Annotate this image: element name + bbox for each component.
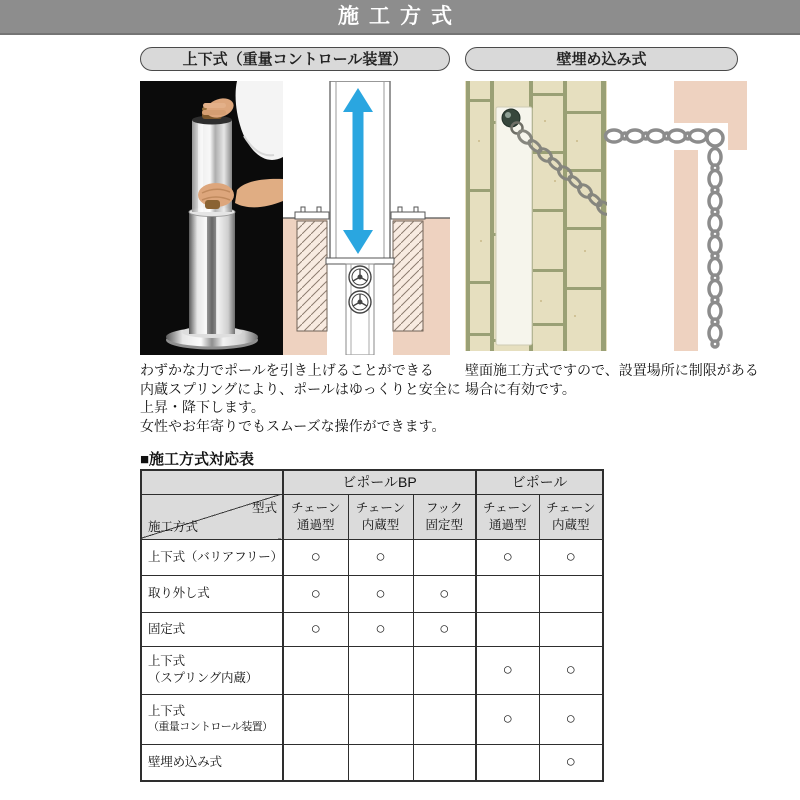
compat-mark: ○	[348, 612, 413, 646]
compat-mark: ○	[283, 612, 348, 646]
row-label	[141, 539, 283, 575]
table-row	[141, 575, 603, 612]
column-header-line: 内蔵型	[552, 517, 590, 532]
compat-mark: ○	[539, 694, 603, 744]
pole-lift-photo	[140, 81, 283, 355]
wall-embed-graphic	[465, 81, 750, 351]
wall-fill-column	[674, 150, 698, 351]
concrete-foundation-right	[393, 221, 423, 331]
compat-mark: ○	[283, 575, 348, 612]
column-header-line: チェーン	[355, 500, 406, 515]
row-label-line: 上下式（バリアフリー）	[148, 549, 283, 564]
compat-mark	[413, 646, 476, 694]
compat-mark: ○	[348, 539, 413, 575]
page-title-banner	[0, 0, 800, 35]
section-header-updown	[140, 47, 450, 71]
column-header	[539, 494, 603, 539]
caption-line: 場合に有効です。	[465, 380, 576, 397]
table-column-header-row	[141, 494, 603, 539]
table-row	[141, 744, 603, 781]
section-header-updown-label: 上下式（重量コントロール装置）	[182, 51, 408, 68]
wall-embed-diagram	[606, 81, 751, 351]
group-header-bipole: ビポール	[476, 470, 603, 494]
compat-mark: ○	[283, 539, 348, 575]
compat-mark	[348, 694, 413, 744]
section-header-wall-label: 壁埋め込み式	[556, 51, 647, 68]
row-label	[141, 646, 283, 694]
figure-updown	[140, 81, 450, 355]
column-header-line: 通過型	[296, 517, 335, 532]
compat-mark	[476, 612, 539, 646]
updown-figure-graphic	[140, 81, 450, 355]
section-header-wall	[465, 47, 738, 71]
table-row	[141, 612, 603, 646]
table-row	[141, 646, 603, 694]
table-title: ■施工方式対応表	[140, 451, 255, 468]
caption-line: 内蔵スプリングにより、ポールはゆっくりと安全に	[140, 380, 461, 397]
compat-mark	[413, 744, 476, 781]
column-header-line: チェーン	[483, 500, 533, 515]
column-header-line: 通過型	[488, 517, 527, 532]
row-label-line: 取り外し式	[148, 586, 210, 601]
group-header-bipole-bp: ビポールBP	[283, 470, 476, 494]
row-label-line: 固定式	[148, 621, 185, 636]
figure-wall-embed	[465, 81, 750, 351]
column-header-line: チェーン	[291, 500, 341, 515]
column-header	[413, 494, 476, 539]
concrete-foundation-left	[297, 221, 327, 331]
caption-updown	[140, 361, 470, 435]
compat-mark: ○	[539, 646, 603, 694]
caption-line: 壁面施工方式ですので、設置場所に制限がある	[465, 362, 759, 378]
diagonal-header-cell	[141, 494, 283, 539]
updown-section-diagram	[283, 81, 450, 355]
page-title: 施工方式	[338, 5, 462, 28]
row-label	[141, 612, 283, 646]
column-header	[283, 494, 348, 539]
caption-line: わずかな力でポールを引き上げることができる	[140, 362, 434, 378]
row-label-line: 上下式	[148, 704, 185, 719]
compat-mark	[413, 539, 476, 575]
compat-mark: ○	[413, 612, 476, 646]
column-header-line: チェーン	[546, 500, 596, 515]
caption-wall	[465, 361, 775, 398]
row-label	[141, 694, 283, 744]
row-label-line: 上下式	[148, 654, 185, 669]
row-label	[141, 575, 283, 612]
compat-mark: ○	[539, 539, 603, 575]
compat-mark	[348, 646, 413, 694]
compat-mark	[283, 744, 348, 781]
wall-photo	[465, 81, 613, 351]
compat-mark	[476, 744, 539, 781]
diagonal-label-model: 型式	[251, 500, 277, 515]
table-row	[141, 539, 603, 575]
column-header-line: フック	[425, 500, 463, 515]
compat-mark	[283, 646, 348, 694]
compat-mark	[413, 694, 476, 744]
diagonal-label-method: 施工方式	[148, 519, 199, 534]
corner-blank-cell	[141, 470, 283, 494]
compat-mark: ○	[476, 539, 539, 575]
compat-mark	[539, 612, 603, 646]
chain-anchor	[502, 109, 520, 127]
column-header	[476, 494, 539, 539]
compat-mark	[539, 575, 603, 612]
row-label-line: 壁埋め込み式	[148, 754, 222, 769]
column-header	[348, 494, 413, 539]
compat-mark: ○	[413, 575, 476, 612]
compat-mark	[283, 694, 348, 744]
compatibility-table	[140, 469, 604, 782]
compat-mark: ○	[348, 575, 413, 612]
column-header-line: 固定型	[425, 517, 463, 532]
compat-mark: ○	[476, 646, 539, 694]
compat-mark	[348, 744, 413, 781]
compat-mark: ○	[476, 694, 539, 744]
wall-fill-right	[728, 123, 747, 150]
row-label-line: （スプリング内蔵）	[148, 671, 258, 685]
compat-mark: ○	[539, 744, 603, 781]
column-header-line: 内蔵型	[361, 517, 400, 532]
wall-fill-top	[674, 81, 747, 123]
row-label	[141, 744, 283, 781]
caption-line: 女性やお年寄りでもスムーズな操作ができます。	[140, 417, 446, 434]
compat-mark	[476, 575, 539, 612]
table-group-header-row	[141, 470, 603, 494]
row-label-line: （重量コントロール装置）	[148, 721, 273, 734]
pole-bottom-plate	[326, 258, 394, 264]
table-row	[141, 694, 603, 744]
caption-line: 上昇・降下します。	[140, 399, 265, 415]
